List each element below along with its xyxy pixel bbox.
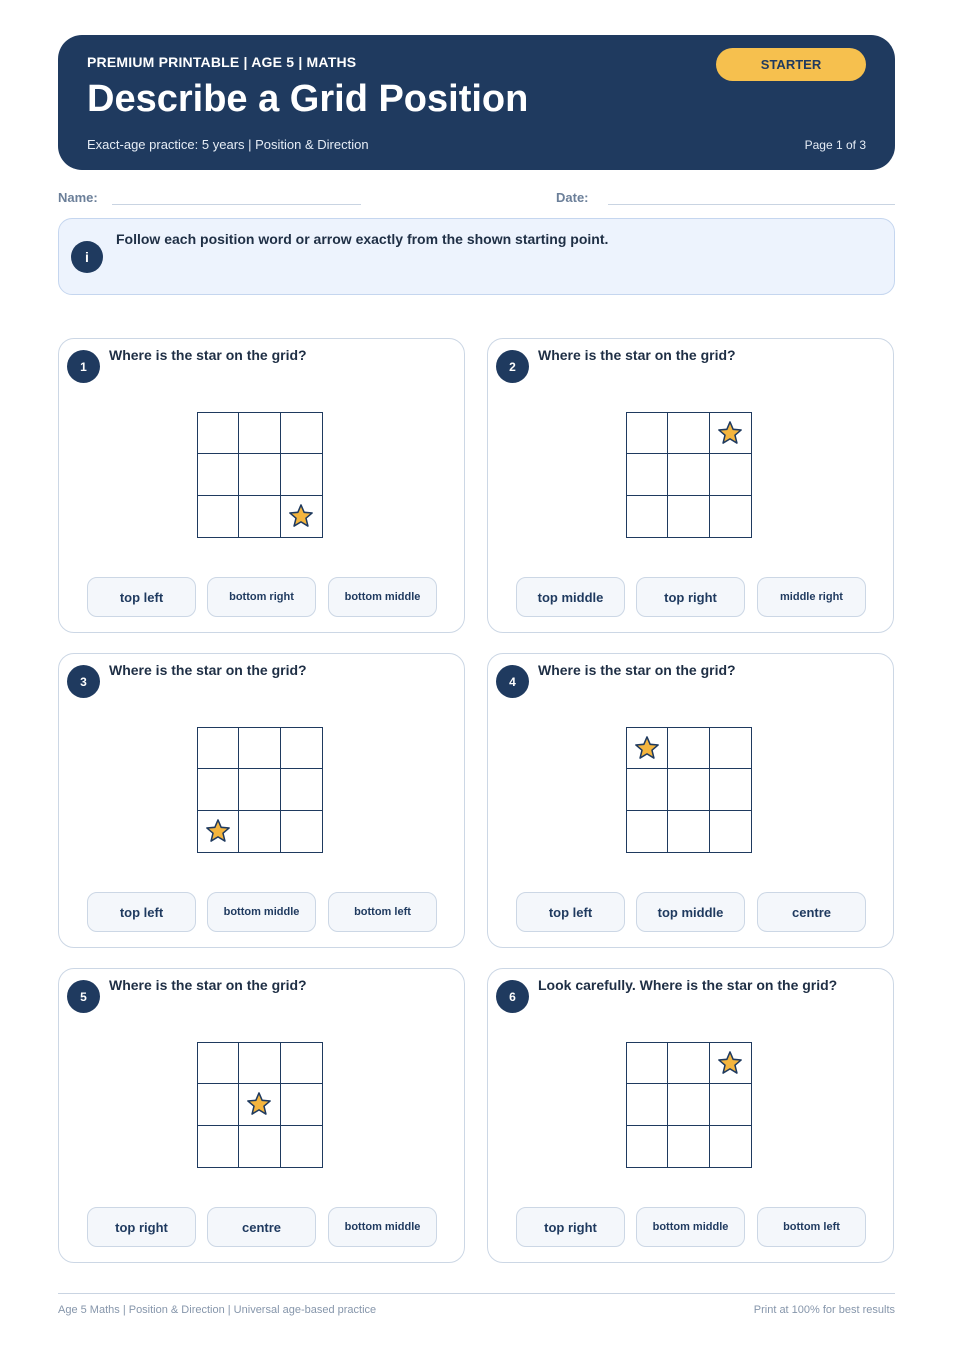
question-prompt: Where is the star on the grid? (109, 347, 307, 363)
grid-cell (239, 413, 280, 454)
page-title: Describe a Grid Position (87, 78, 529, 120)
question-card (487, 653, 894, 948)
instruction-text: Follow each position word or arrow exactly from the shown starting point. (116, 231, 609, 247)
grid-cell (239, 769, 280, 810)
grid-cell (710, 413, 751, 454)
star-icon (634, 735, 660, 761)
position-grid (626, 727, 752, 853)
grid-cell (281, 811, 322, 852)
grid-cell (281, 1126, 322, 1167)
answer-option-button[interactable]: top right (636, 577, 745, 617)
grid-cell (627, 413, 668, 454)
answer-option-button[interactable]: bottom middle (328, 1207, 437, 1247)
grid-cell (198, 1043, 239, 1084)
grid-cell (668, 728, 709, 769)
grid-cell (627, 1043, 668, 1084)
question-number: 4 (496, 665, 529, 698)
answer-option-button[interactable]: centre (207, 1207, 316, 1247)
grid-cell (239, 1043, 280, 1084)
question-card (58, 653, 465, 948)
grid-cell (710, 769, 751, 810)
position-grid (197, 727, 323, 853)
grid-cell (668, 1084, 709, 1125)
footer-right-text: Print at 100% for best results (753, 1304, 895, 1316)
grid-cell (281, 728, 322, 769)
grid-cell (710, 1043, 751, 1084)
footer-divider (58, 1293, 895, 1294)
answer-option-button[interactable]: bottom right (207, 577, 316, 617)
header-subtitle: Exact-age practice: 5 years | Position & Direction (87, 137, 369, 152)
grid-cell (198, 496, 239, 537)
grid-cell (198, 769, 239, 810)
grid-cell (627, 454, 668, 495)
position-grid (197, 412, 323, 538)
question-number: 3 (67, 665, 100, 698)
grid-cell (239, 811, 280, 852)
grid-cell (627, 1126, 668, 1167)
answer-option-button[interactable]: top left (87, 892, 196, 932)
grid-cell (198, 413, 239, 454)
answer-option-button[interactable]: top middle (516, 577, 625, 617)
instruction-box (58, 218, 895, 295)
grid-cell (710, 454, 751, 495)
question-number: 1 (67, 350, 100, 383)
grid-cell (239, 1084, 280, 1125)
question-number: 2 (496, 350, 529, 383)
date-field[interactable] (608, 204, 895, 205)
grid-cell (281, 1084, 322, 1125)
answer-option-button[interactable]: bottom left (757, 1207, 866, 1247)
answer-option-button[interactable]: top right (87, 1207, 196, 1247)
grid-cell (239, 728, 280, 769)
answer-option-button[interactable]: middle right (757, 577, 866, 617)
grid-cell (198, 1126, 239, 1167)
question-card (58, 968, 465, 1263)
question-prompt: Where is the star on the grid? (538, 662, 736, 678)
grid-cell (239, 454, 280, 495)
answer-option-button[interactable]: bottom middle (328, 577, 437, 617)
grid-cell (668, 1043, 709, 1084)
grid-cell (668, 413, 709, 454)
question-card (487, 968, 894, 1263)
star-icon (717, 1050, 743, 1076)
info-icon: i (71, 241, 103, 273)
position-grid (626, 412, 752, 538)
grid-cell (198, 728, 239, 769)
grid-cell (710, 728, 751, 769)
question-card (58, 338, 465, 633)
question-card (487, 338, 894, 633)
grid-cell (627, 496, 668, 537)
answer-option-button[interactable]: bottom middle (636, 1207, 745, 1247)
grid-cell (710, 496, 751, 537)
answer-option-button[interactable]: bottom left (328, 892, 437, 932)
question-prompt: Where is the star on the grid? (109, 662, 307, 678)
answer-option-button[interactable]: bottom middle (207, 892, 316, 932)
grid-cell (627, 811, 668, 852)
grid-cell (627, 1084, 668, 1125)
grid-cell (239, 1126, 280, 1167)
star-icon (717, 420, 743, 446)
grid-cell (281, 454, 322, 495)
name-field[interactable] (112, 204, 361, 205)
question-prompt: Look carefully. Where is the star on the grid? (538, 977, 838, 993)
star-icon (288, 503, 314, 529)
grid-cell (281, 413, 322, 454)
name-label: Name: (58, 190, 98, 205)
footer-left-text: Age 5 Maths | Position & Direction | Universal age-based practice (58, 1304, 377, 1316)
grid-cell (710, 1084, 751, 1125)
star-icon (205, 818, 231, 844)
grid-cell (668, 496, 709, 537)
grid-cell (710, 811, 751, 852)
answer-option-button[interactable]: top left (516, 892, 625, 932)
answer-option-button[interactable]: top right (516, 1207, 625, 1247)
question-number: 6 (496, 980, 529, 1013)
grid-cell (239, 496, 280, 537)
grid-cell (668, 769, 709, 810)
header-eyebrow: PREMIUM PRINTABLE | AGE 5 | MATHS (87, 54, 357, 70)
grid-cell (281, 769, 322, 810)
grid-cell (627, 728, 668, 769)
position-grid (626, 1042, 752, 1168)
worksheet-header (58, 35, 895, 170)
star-icon (246, 1091, 272, 1117)
grid-cell (668, 454, 709, 495)
answer-option-button[interactable]: centre (757, 892, 866, 932)
answer-option-button[interactable]: top middle (636, 892, 745, 932)
level-badge: STARTER (716, 48, 866, 81)
grid-cell (198, 811, 239, 852)
answer-option-button[interactable]: top left (87, 577, 196, 617)
question-prompt: Where is the star on the grid? (109, 977, 307, 993)
grid-cell (281, 496, 322, 537)
date-label: Date: (556, 190, 589, 205)
grid-cell (710, 1126, 751, 1167)
question-number: 5 (67, 980, 100, 1013)
grid-cell (668, 811, 709, 852)
grid-cell (198, 454, 239, 495)
grid-cell (668, 1126, 709, 1167)
page-number: Page 1 of 3 (804, 138, 866, 152)
grid-cell (627, 769, 668, 810)
grid-cell (198, 1084, 239, 1125)
question-prompt: Where is the star on the grid? (538, 347, 736, 363)
grid-cell (281, 1043, 322, 1084)
position-grid (197, 1042, 323, 1168)
